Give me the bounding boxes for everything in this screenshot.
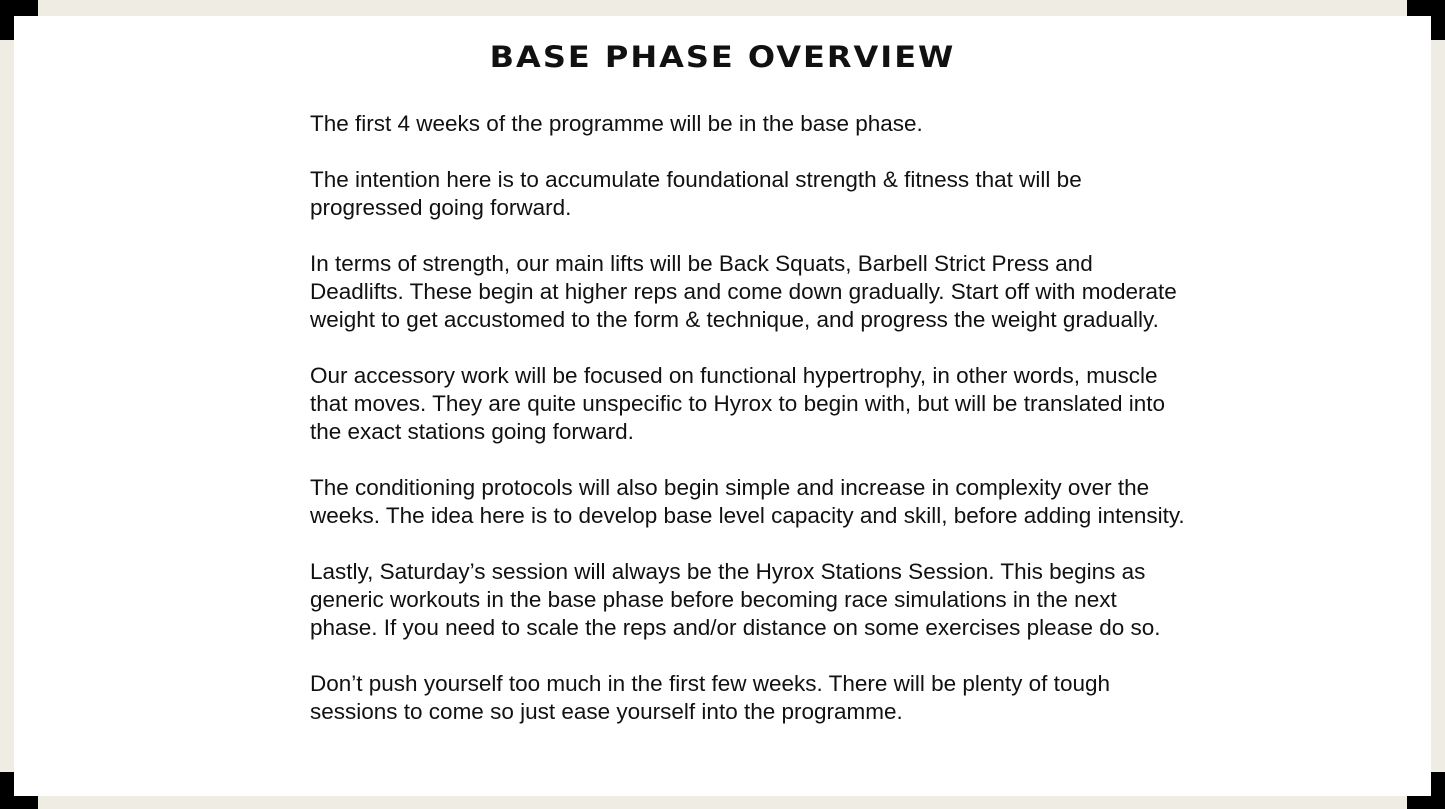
paragraph-saturday: Lastly, Saturday’s session will always be the Hyrox Stations Session. This begins as generic workouts in the base phase before becoming race simulations in the next phase. If you need to scale the reps and/or distance on some exercises please do so. <box>310 559 1161 640</box>
paragraph-conditioning: The conditioning protocols will also begin simple and increase in complexity over the weeks. The idea here is to develop base level capacity and skill, before adding intensity. <box>310 475 1185 528</box>
paragraph-intention: The intention here is to accumulate foundational strength & fitness that will be progressed going forward. <box>310 167 1082 220</box>
paragraph-advice: Don’t push yourself too much in the first few weeks. There will be plenty of tough sessions to come so just ease yourself into the programme. <box>310 671 1110 724</box>
body-text <box>310 110 1185 754</box>
page-title: BASE PHASE OVERVIEW <box>489 39 956 75</box>
paragraph-intro: The first 4 weeks of the programme will be in the base phase. <box>310 111 923 136</box>
paragraph-accessory: Our accessory work will be focused on functional hypertrophy, in other words, muscle that moves. They are quite unspecific to Hyrox to begin with, but will be translated into the exact stations going forward. <box>310 363 1166 444</box>
paragraph-strength: In terms of strength, our main lifts will be Back Squats, Barbell Strict Press and Deadlifts. These begin at higher reps and come down gradually. Start off with moderate weight to get accustomed to the form & technique, and progress the weight gradually. <box>310 251 1177 332</box>
document-page <box>14 16 1431 796</box>
